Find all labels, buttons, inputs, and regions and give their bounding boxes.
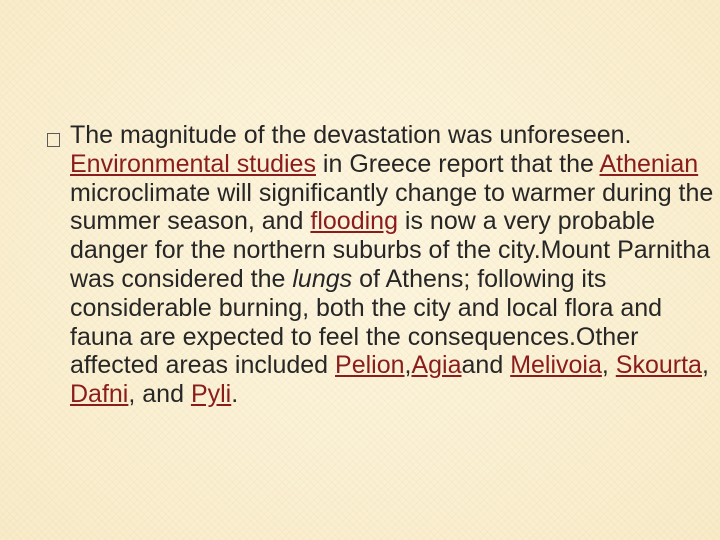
link-agia[interactable]: Agia: [411, 351, 462, 380]
link-pelion[interactable]: Pelion: [335, 351, 405, 380]
text-run: ,: [404, 351, 412, 380]
link-skourta[interactable]: Skourta: [615, 351, 702, 380]
text-run: .: [231, 380, 239, 409]
italic-lungs: lungs: [292, 264, 353, 293]
text-run: in Greece report that the: [315, 149, 600, 178]
link-environmental-studies[interactable]: Environmental studies: [70, 149, 316, 178]
text-run: is now a very probable danger for the northern suburbs of the city.Mount Parnitha was considered the: [70, 207, 711, 293]
text-run: ,: [701, 351, 709, 380]
link-flooding[interactable]: flooding: [310, 207, 398, 236]
text-run: of Athens; following its considerable burning, both the city and local flora and fauna are expected to feel the consequences.Other affected areas included: [70, 264, 663, 380]
text-run: and: [461, 351, 511, 380]
link-athenian[interactable]: Athenian: [599, 149, 699, 178]
text-run: , and: [128, 380, 191, 409]
link-melivoia[interactable]: Melivoia: [510, 351, 602, 380]
text-run: The magnitude of the devastation was unforeseen.: [70, 121, 632, 149]
link-dafni[interactable]: Dafni: [70, 380, 129, 409]
link-pyli[interactable]: Pyli: [190, 380, 232, 409]
body-paragraph: [70, 121, 715, 409]
text-run: microclimate will significantly change to warmer during the summer season, and: [70, 178, 714, 236]
square-bullet-icon: [47, 133, 60, 147]
text-run: ,: [601, 351, 616, 380]
